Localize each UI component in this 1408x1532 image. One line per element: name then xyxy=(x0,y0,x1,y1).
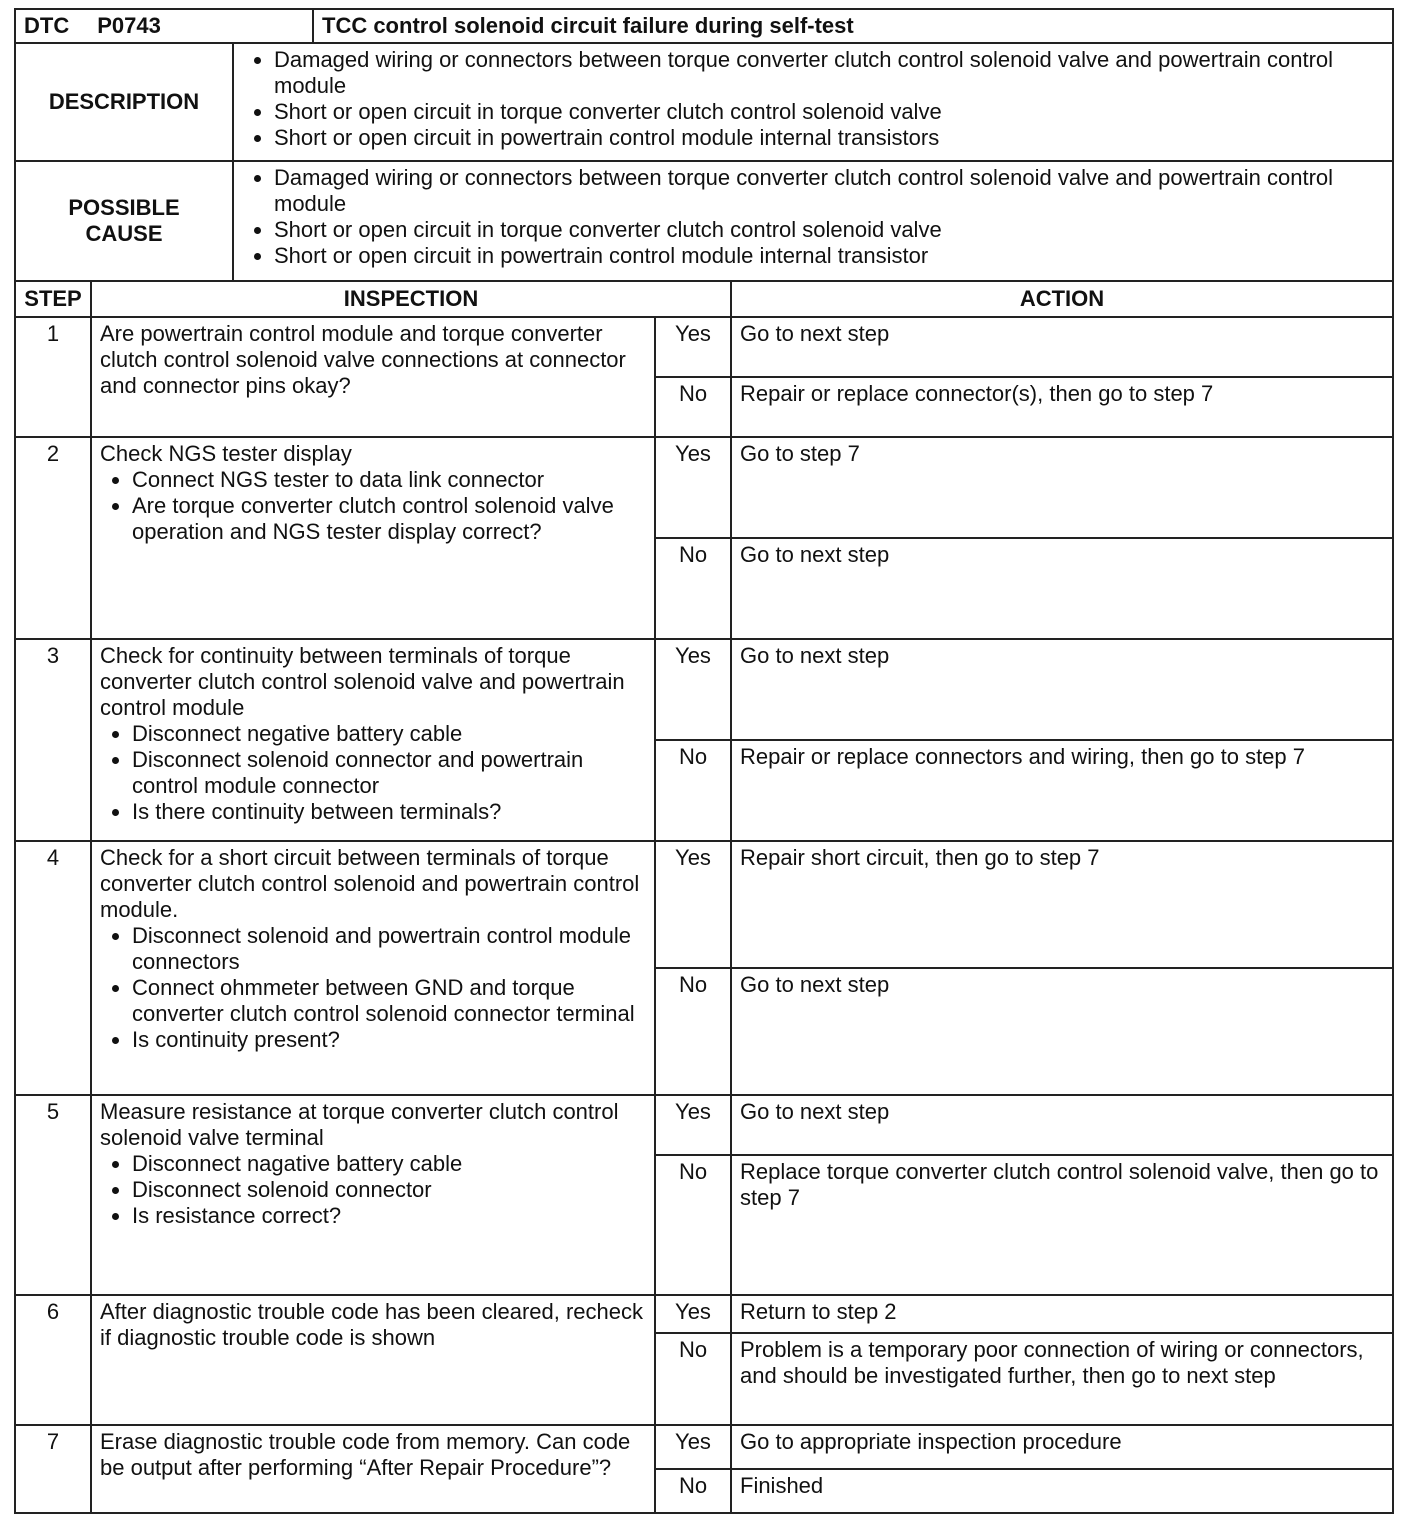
yes-label: Yes xyxy=(655,639,731,740)
step-row-yes xyxy=(15,1295,1393,1333)
step-bullet: • Connect NGS tester to data link connector xyxy=(132,467,646,493)
yes-label: Yes xyxy=(655,1295,731,1333)
yes-action: Go to step 7 xyxy=(731,437,1393,538)
description-row xyxy=(15,43,1393,161)
step-bullet: • Is resistance correct? xyxy=(132,1203,646,1229)
no-action: Replace torque converter clutch control solenoid valve, then go to step 7 xyxy=(731,1155,1393,1295)
yes-action: Repair short circuit, then go to step 7 xyxy=(731,841,1393,968)
step-number: 3 xyxy=(15,639,91,841)
no-action: Go to next step xyxy=(731,968,1393,1095)
step-bullet: • Is continuity present? xyxy=(132,1027,646,1053)
step-inspection-text: Measure resistance at torque converter clutch control solenoid valve terminal xyxy=(100,1099,619,1150)
yes-action: Go to appropriate inspection procedure xyxy=(731,1425,1393,1469)
step-number: 2 xyxy=(15,437,91,639)
possible-cause-item: • Short or open circuit in powertrain control module internal transistor xyxy=(274,243,1384,269)
header-row xyxy=(15,9,1393,43)
description-list xyxy=(242,47,1384,151)
step-inspection xyxy=(91,639,655,841)
no-label: No xyxy=(655,1155,731,1295)
yes-action: Go to next step xyxy=(731,1095,1393,1155)
no-action: Go to next step xyxy=(731,538,1393,639)
step-number: 6 xyxy=(15,1295,91,1425)
yes-label: Yes xyxy=(655,1095,731,1155)
step-inspection-text: Check for a short circuit between terminals of torque converter clutch control solenoid and powertrain control module. xyxy=(100,845,640,922)
no-action: Problem is a temporary poor connection of wiring or connectors, and should be investigated further, then go to next step xyxy=(731,1333,1393,1425)
step-bullet: • Are torque converter clutch control solenoid valve operation and NGS tester display correct? xyxy=(132,493,646,545)
step-bullet-list xyxy=(100,923,646,1053)
step-bullet: • Disconnect nagative battery cable xyxy=(132,1151,646,1177)
step-bullet-list xyxy=(100,1151,646,1229)
description-item: • Damaged wiring or connectors between torque converter clutch control solenoid valve and powertrain control module xyxy=(274,47,1384,99)
no-label: No xyxy=(655,740,731,841)
yes-label: Yes xyxy=(655,317,731,377)
possible-cause-row xyxy=(15,161,1393,281)
steps-table xyxy=(14,280,1394,1514)
no-label: No xyxy=(655,377,731,437)
description-list-cell xyxy=(233,43,1393,161)
no-label: No xyxy=(655,538,731,639)
info-table xyxy=(14,42,1394,282)
step-inspection xyxy=(91,437,655,639)
step-bullet: • Disconnect solenoid and powertrain control module connectors xyxy=(132,923,646,975)
step-number: 7 xyxy=(15,1425,91,1513)
step-row-yes xyxy=(15,841,1393,968)
no-label: No xyxy=(655,968,731,1095)
step-row-yes xyxy=(15,437,1393,538)
no-label: No xyxy=(655,1333,731,1425)
diagnostic-sheet xyxy=(14,8,1394,1514)
dtc-title: TCC control solenoid circuit failure during self-test xyxy=(313,9,1393,43)
step-inspection-text: Check for continuity between terminals of torque converter clutch control solenoid valve and powertrain control module xyxy=(100,643,625,720)
step-number: 5 xyxy=(15,1095,91,1295)
possible-cause-item: • Damaged wiring or connectors between torque converter clutch control solenoid valve and powertrain control module xyxy=(274,165,1384,217)
action-column-header: ACTION xyxy=(731,281,1393,317)
step-inspection-text: After diagnostic trouble code has been cleared, recheck if diagnostic trouble code is shown xyxy=(100,1299,643,1350)
dtc-code-cell xyxy=(15,9,313,43)
step-bullet-list xyxy=(100,467,646,545)
description-label: DESCRIPTION xyxy=(15,43,233,161)
step-inspection xyxy=(91,841,655,1095)
dtc-code: P0743 xyxy=(97,13,161,38)
dtc-header-table xyxy=(14,8,1394,44)
step-row-yes xyxy=(15,639,1393,740)
no-action: Finished xyxy=(731,1469,1393,1513)
step-number: 4 xyxy=(15,841,91,1095)
possible-cause-label xyxy=(15,161,233,281)
yes-action: Return to step 2 xyxy=(731,1295,1393,1333)
yes-label: Yes xyxy=(655,841,731,968)
step-bullet: • Disconnect solenoid connector xyxy=(132,1177,646,1203)
step-inspection xyxy=(91,317,655,437)
step-row-yes xyxy=(15,317,1393,377)
column-header-row xyxy=(15,281,1393,317)
yes-action: Go to next step xyxy=(731,317,1393,377)
step-inspection-text: Are powertrain control module and torque converter clutch control solenoid valve connections at connector and connector pins okay? xyxy=(100,321,626,398)
no-action: Repair or replace connectors and wiring, then go to step 7 xyxy=(731,740,1393,841)
yes-label: Yes xyxy=(655,437,731,538)
step-inspection-text: Check NGS tester display xyxy=(100,441,352,466)
step-row-yes xyxy=(15,1095,1393,1155)
step-bullet: • Is there continuity between terminals? xyxy=(132,799,646,825)
no-label: No xyxy=(655,1469,731,1513)
dtc-label: DTC xyxy=(24,13,70,38)
possible-cause-list-cell xyxy=(233,161,1393,281)
step-bullet: • Disconnect solenoid connector and powertrain control module connector xyxy=(132,747,646,799)
possible-cause-list xyxy=(242,165,1384,269)
yes-label: Yes xyxy=(655,1425,731,1469)
description-item: • Short or open circuit in torque converter clutch control solenoid valve xyxy=(274,99,1384,125)
yes-action: Go to next step xyxy=(731,639,1393,740)
step-inspection xyxy=(91,1095,655,1295)
possible-cause-label-line2: CAUSE xyxy=(85,221,163,246)
step-bullet: • Connect ohmmeter between GND and torque converter clutch control solenoid connector terminal xyxy=(132,975,646,1027)
step-number: 1 xyxy=(15,317,91,437)
inspection-column-header: INSPECTION xyxy=(91,281,731,317)
step-bullet: • Disconnect negative battery cable xyxy=(132,721,646,747)
possible-cause-label-line1: POSSIBLE xyxy=(68,195,180,220)
description-item: • Short or open circuit in powertrain control module internal transistors xyxy=(274,125,1384,151)
no-action: Repair or replace connector(s), then go to step 7 xyxy=(731,377,1393,437)
step-column-header: STEP xyxy=(15,281,91,317)
possible-cause-item: • Short or open circuit in torque converter clutch control solenoid valve xyxy=(274,217,1384,243)
step-inspection xyxy=(91,1295,655,1425)
step-inspection xyxy=(91,1425,655,1513)
step-inspection-text: Erase diagnostic trouble code from memory. Can code be output after performing “After Repair Procedure”? xyxy=(100,1429,631,1480)
step-row-yes xyxy=(15,1425,1393,1469)
step-bullet-list xyxy=(100,721,646,825)
